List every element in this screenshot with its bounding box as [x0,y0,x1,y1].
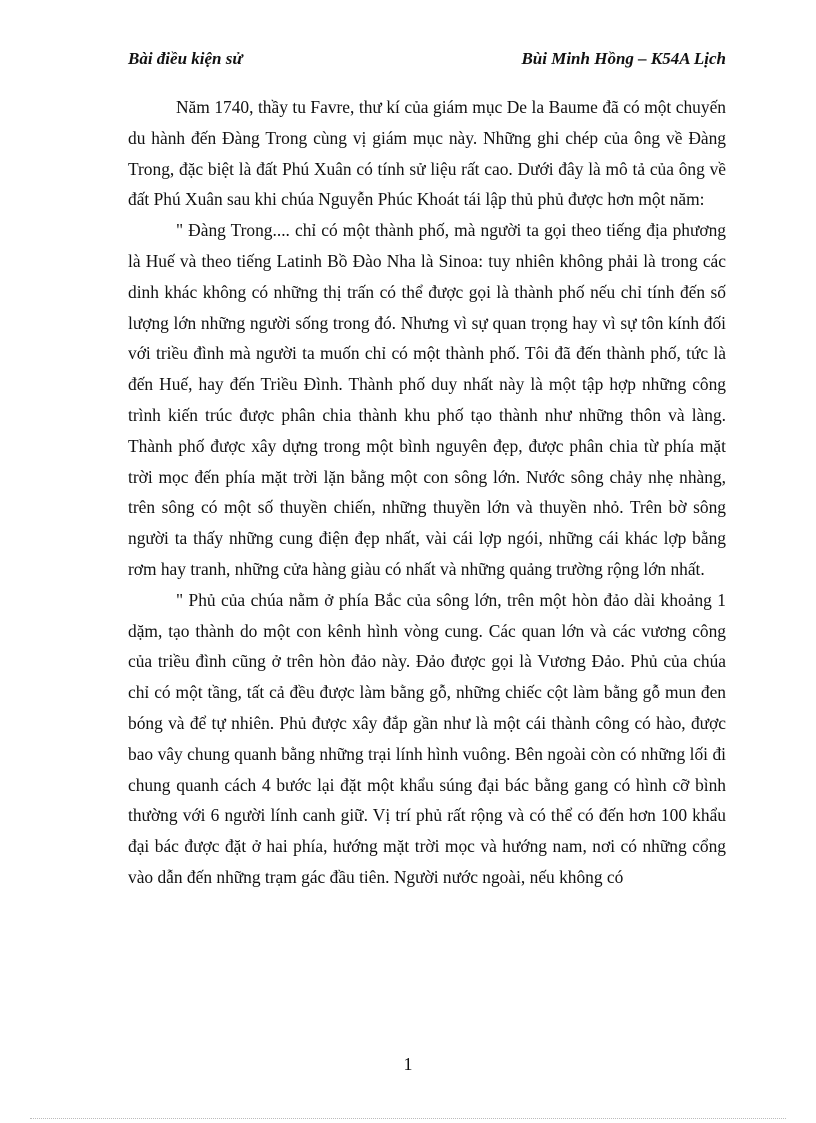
body-text [128,92,726,893]
paragraph: " Phủ của chúa nằm ở phía Bắc của sông lớn, trên một hòn đảo dài khoảng 1 dặm, tạo thành do một con kênh hình vòng cung. Các quan lớn và các vương công của triều đình cũng ở trên hòn đảo này. Đảo được gọi là Vương Đảo. Phủ của chúa chỉ có một tầng, tất cả đều được làm bằng gỗ, những chiếc cột làm bằng gỗ mun đen bóng và để tự nhiên. Phủ được xây đắp gần như là một cái thành công có hào, được bao vây chung quanh bằng những trại lính hình vuông. Bên ngoài còn có những lối đi chung quanh cách 4 bước lại đặt một khẩu súng đại bác bằng gang có hình cỡ bình thường với 6 người lính canh giữ. Vị trí phủ rất rộng và có thể có đến hơn 100 khẩu đại bác được đặt ở hai phía, hướng mặt trời mọc và hướng nam, nơi có những cổng vào dẫn đến những trạm gác đầu tiên. Người nước ngoài, nếu không có [128,589,726,887]
page-header [128,48,726,94]
paragraph: Năm 1740, thầy tu Favre, thư kí của giám mục De la Baume đã có một chuyến du hành đến Đàng Trong cùng vị giám mục này. Những ghi chép của ông về Đàng Trong, đặc biệt là đất Phú Xuân có tính sử liệu rất cao. Dưới đây là mô tả của ông về đất Phú Xuân sau khi chúa Nguyễn Phúc Khoát tái lập thủ phủ được hơn một năm: [128,97,726,210]
page-number: 1 [403,1054,413,1074]
header-right-author: Bùi Minh Hồng – K54A Lịch [521,49,726,68]
header-left-title: Bài điều kiện sử [128,49,243,68]
footer-divider [30,1118,786,1119]
paragraph: " Đàng Trong.... chỉ có một thành phố, mà người ta gọi theo tiếng địa phương là Huế và theo tiếng Latinh Bồ Đào Nha là Sinoa: tuy nhiên không phải là trong các dinh khác không có những thị trấn có thể được gọi là thành phố nếu chỉ tính đến số lượng lớn những người sống trong đó. Nhưng vì sự quan trọng hay vì sự tôn kính đối với triều đình mà người ta muốn chỉ có một thành phố. Tôi đã đến thành phố, tức là đến Huế, hay đến Triều Đình. Thành phố duy nhất này là một tập hợp những công trình kiến trúc được phân chia thành khu phố tạo thành như những thôn và làng. Thành phố được xây dựng trong một bình nguyên đẹp, được phân chia từ phía mặt trời mọc đến phía mặt trời lặn bằng một con sông lớn. Nước sông chảy nhẹ nhàng, trên sông có một số thuyền chiến, những thuyền lớn và thuyền nhỏ. Trên bờ sông người ta thấy những cung điện đẹp nhất, vài cái lợp ngói, những cái khác lợp bằng rơm hay tranh, những cửa hàng giàu có nhất và những quảng trường rộng lớn nhất. [128,220,726,579]
